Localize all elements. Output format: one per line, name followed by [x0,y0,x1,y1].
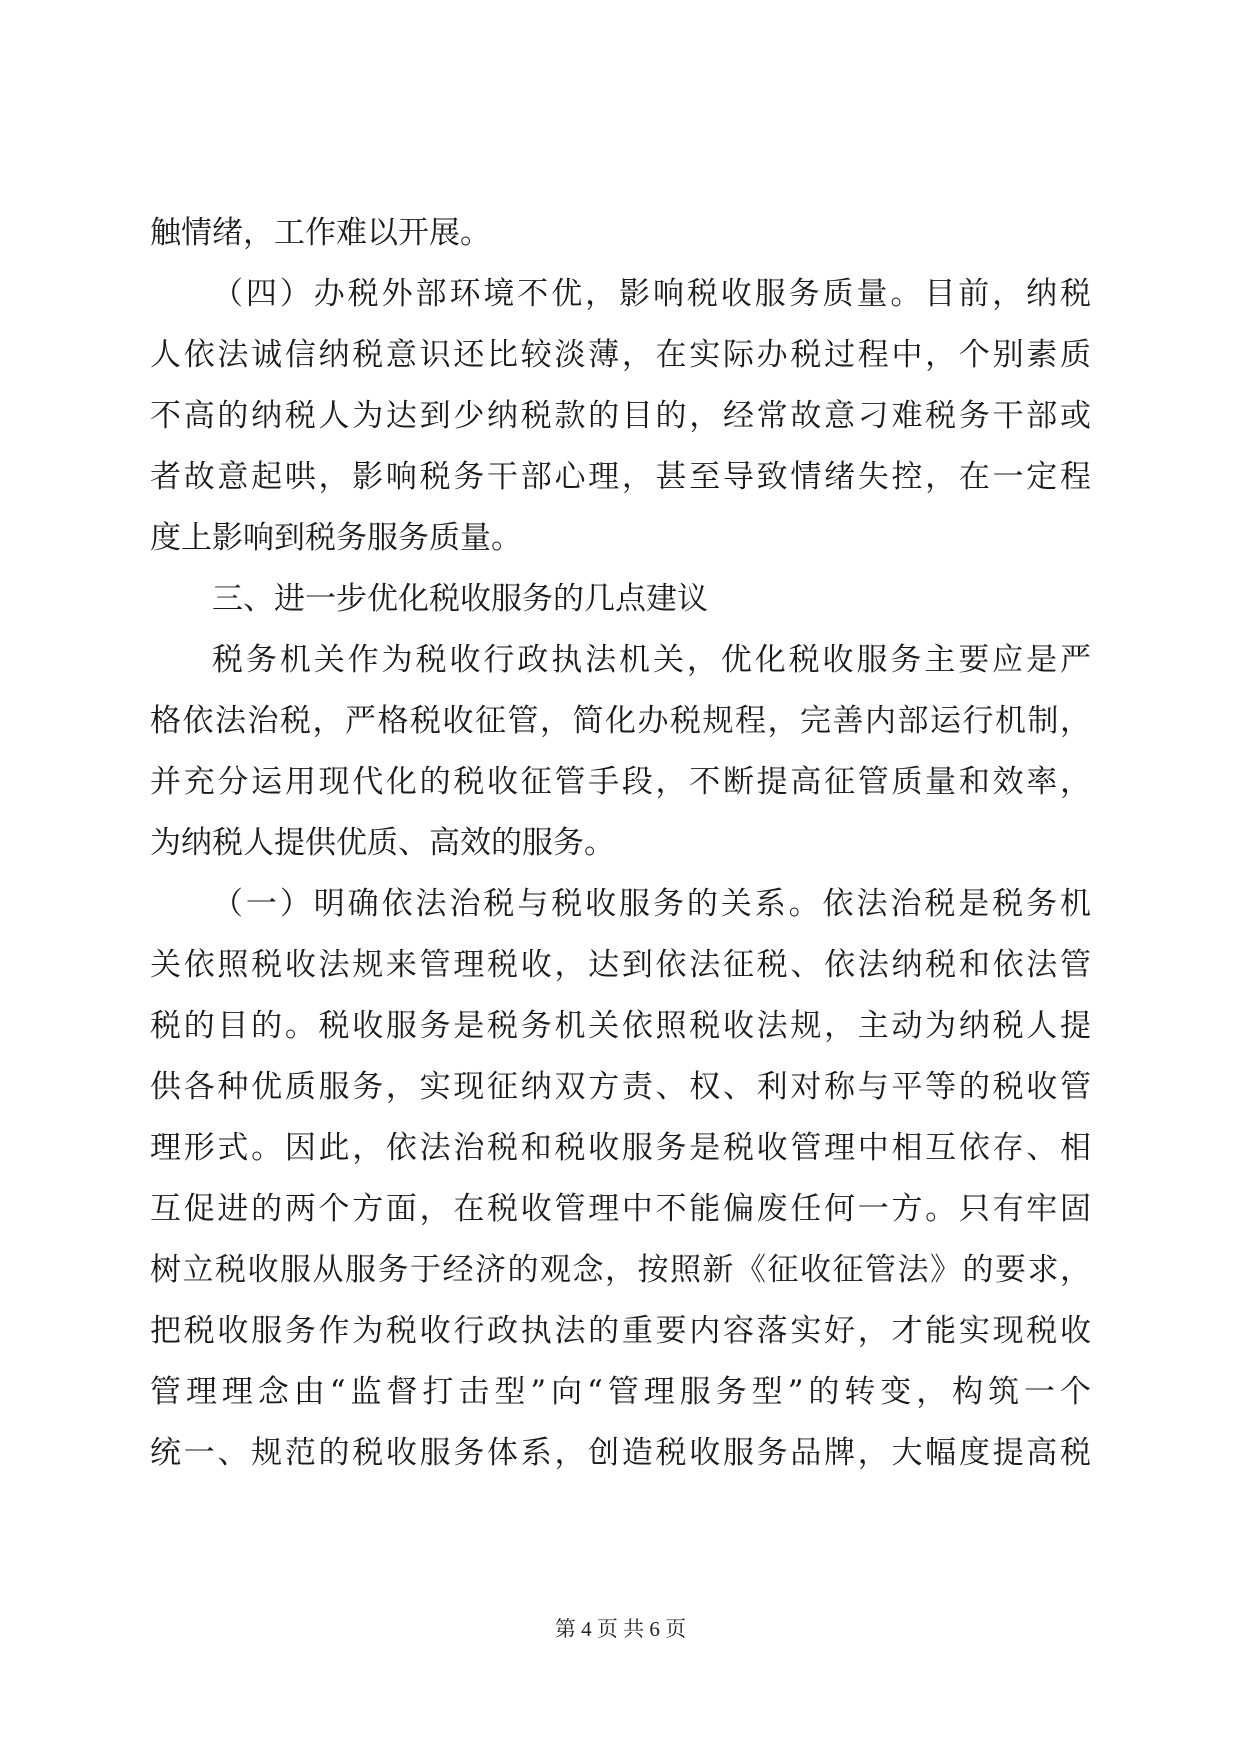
body-text-line: 度上影响到税务服务质量。 [150,520,522,556]
body-text-line: 供各种优质服务，实现征纳双方责、权、利对称与平等的税收管 [150,1069,1091,1105]
body-text-line: 管理理念由“监督打击型”向“管理服务型”的转变，构筑一个 [150,1374,1091,1410]
body-text-line: 格依法治税，严格税收征管，简化办税规程，完善内部运行机制， [150,703,1091,739]
body-text-line: 触情绪，工作难以开展。 [150,215,491,251]
body-text-line: 树立税收服从服务于经济的观念，按照新《征收征管法》的要求， [150,1252,1091,1288]
body-text-line: 税务机关作为税收行政执法机关，优化税收服务主要应是严 [212,642,1091,678]
body-text-line: 人依法诚信纳税意识还比较淡薄，在实际办税过程中，个别素质 [150,337,1091,373]
body-text-line: 统一、规范的税收服务体系，创造税收服务品牌，大幅度提高税 [150,1435,1091,1471]
body-text-line: 为纳税人提供优质、高效的服务。 [150,825,615,861]
body-text-line: 理形式。因此，依法治税和税收服务是税收管理中相互依存、相 [150,1130,1091,1166]
body-text-line: 并充分运用现代化的税收征管手段，不断提高征管质量和效率， [150,764,1091,800]
body-text-line: 把税收服务作为税收行政执法的重要内容落实好，才能实现税收 [150,1313,1091,1349]
body-text-line: 税的目的。税收服务是税务机关依照税收法规，主动为纳税人提 [150,1008,1091,1044]
body-text-line: 者故意起哄，影响税务干部心理，甚至导致情绪失控，在一定程 [150,459,1091,495]
body-text-line: 关依照税收法规来管理税收，达到依法征税、依法纳税和依法管 [150,947,1091,983]
body-text-line: 三、进一步优化税收服务的几点建议 [212,581,708,617]
body-text-line: 不高的纳税人为达到少纳税款的目的，经常故意刁难税务干部或 [150,398,1091,434]
page-footer: 第 4 页 共 6 页 [554,1617,687,1641]
body-text-line: 互促进的两个方面，在税收管理中不能偏废任何一方。只有牢固 [150,1191,1091,1227]
body-text-line: （一）明确依法治税与税收服务的关系。依法治税是税务机 [212,886,1091,922]
body-text-line: （四）办税外部环境不优，影响税收服务质量。目前，纳税 [212,276,1091,312]
document-body [150,203,1091,1484]
